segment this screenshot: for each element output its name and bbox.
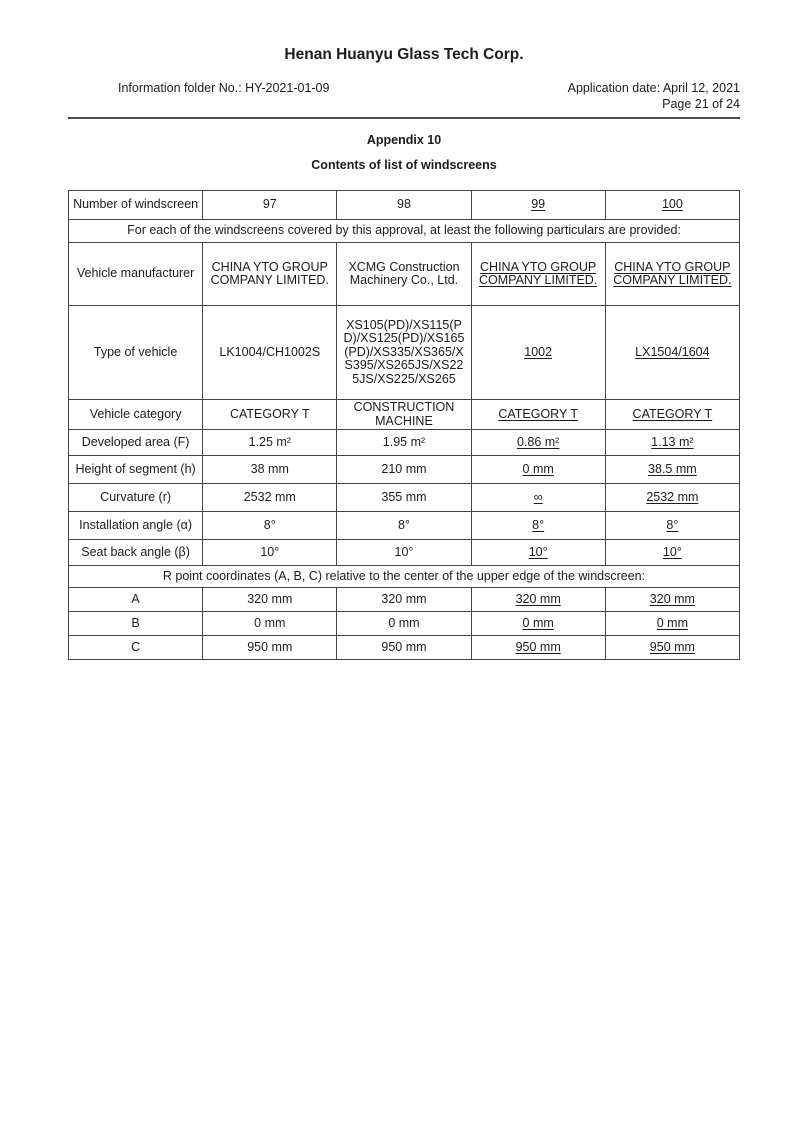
windscreen-number-98: 98 [337,191,471,220]
table-row-number-of-windscreen [69,191,740,220]
table-cell: CONSTRUCTION MACHINE [337,400,471,430]
table-cell: 320 mm [605,588,739,612]
info-folder-number: Information folder No.: HY-2021-01-09 [118,81,330,95]
table-row-height-of-segment [69,456,740,484]
table-cell: CHINA YTO GROUP COMPANY LIMITED. [203,243,337,306]
row-label: Seat back angle (β) [69,540,203,566]
table-row-vehicle-category [69,400,740,430]
table-cell: LK1004/CH1002S [203,306,337,400]
table-cell: 950 mm [203,636,337,660]
approval-note: For each of the windscreens covered by this approval, at least the following particulars are provided: [69,220,740,243]
table-cell: 0 mm [471,456,605,484]
table-cell: 10° [471,540,605,566]
row-label: Developed area (F) [69,430,203,456]
table-cell: 1002 [471,306,605,400]
windscreen-number-100: 100 [605,191,739,220]
row-label: Height of segment (h) [69,456,203,484]
row-label: Type of vehicle [69,306,203,400]
table-cell: 10° [337,540,471,566]
table-cell: 0 mm [605,612,739,636]
table-cell: CHINA YTO GROUP COMPANY LIMITED. [605,243,739,306]
company-title: Henan Huanyu Glass Tech Corp. [284,46,524,63]
table-cell: 320 mm [203,588,337,612]
row-label: Vehicle manufacturer [69,243,203,306]
table-cell: 2532 mm [203,484,337,512]
table-cell: 320 mm [471,588,605,612]
table-cell: 8° [337,512,471,540]
table-cell: 0 mm [203,612,337,636]
table-cell: 8° [471,512,605,540]
windscreen-number-97: 97 [203,191,337,220]
table-cell: 38 mm [203,456,337,484]
table-cell: CATEGORY T [605,400,739,430]
table-cell: 210 mm [337,456,471,484]
table-cell: XCMG Construction Machinery Co., Ltd. [337,243,471,306]
row-label: A [69,588,203,612]
document-meta [68,80,740,96]
table-row-coordinate-a [69,588,740,612]
r-point-note: R point coordinates (A, B, C) relative to the center of the upper edge of the windscreen: [69,566,740,588]
table-cell: CATEGORY T [203,400,337,430]
appendix-subtitle: Contents of list of windscreens [311,158,497,172]
row-label: Vehicle category [69,400,203,430]
row-label: Number of windscreen [69,191,203,220]
table-cell: 38.5 mm [605,456,739,484]
row-label: Curvature (r) [69,484,203,512]
table-row-r-point-note [69,566,740,588]
row-label: C [69,636,203,660]
table-cell: 950 mm [605,636,739,660]
table-cell: 0.86 m² [471,430,605,456]
appendix-title: Appendix 10 [366,133,442,147]
table-row-installation-angle [69,512,740,540]
table-cell: XS105(PD)/XS115(PD)/XS125(PD)/XS165(PD)/XS335/XS365/XS395/XS265JS/XS225JS/XS225/XS265 [337,306,471,400]
table-row-type-of-vehicle [69,306,740,400]
table-cell: 0 mm [337,612,471,636]
table-cell: 1.25 m² [203,430,337,456]
header-divider [68,117,740,119]
table-cell: 1.95 m² [337,430,471,456]
table-cell: LX1504/1604 [605,306,739,400]
application-date: Application date: April 12, 2021 [567,81,740,95]
table-cell: 355 mm [337,484,471,512]
row-label: B [69,612,203,636]
table-row-developed-area [69,430,740,456]
table-cell: 10° [203,540,337,566]
table-cell: 0 mm [471,612,605,636]
table-row-vehicle-manufacturer [69,243,740,306]
windscreen-spec-table [68,190,740,660]
table-cell: 10° [605,540,739,566]
table-row-curvature [69,484,740,512]
table-row-seat-back-angle [69,540,740,566]
table-cell: ∞ [471,484,605,512]
table-cell: 320 mm [337,588,471,612]
table-cell: 2532 mm [605,484,739,512]
page-number: Page 21 of 24 [662,97,740,111]
table-cell: CHINA YTO GROUP COMPANY LIMITED. [471,243,605,306]
table-cell: 8° [203,512,337,540]
table-cell: 8° [605,512,739,540]
table-cell: 950 mm [337,636,471,660]
table-row-coordinate-b [69,612,740,636]
row-label: Installation angle (α) [69,512,203,540]
table-cell: CATEGORY T [471,400,605,430]
table-row-note [69,220,740,243]
windscreen-number-99: 99 [471,191,605,220]
table-cell: 950 mm [471,636,605,660]
table-cell: 1.13 m² [605,430,739,456]
table-row-coordinate-c [69,636,740,660]
